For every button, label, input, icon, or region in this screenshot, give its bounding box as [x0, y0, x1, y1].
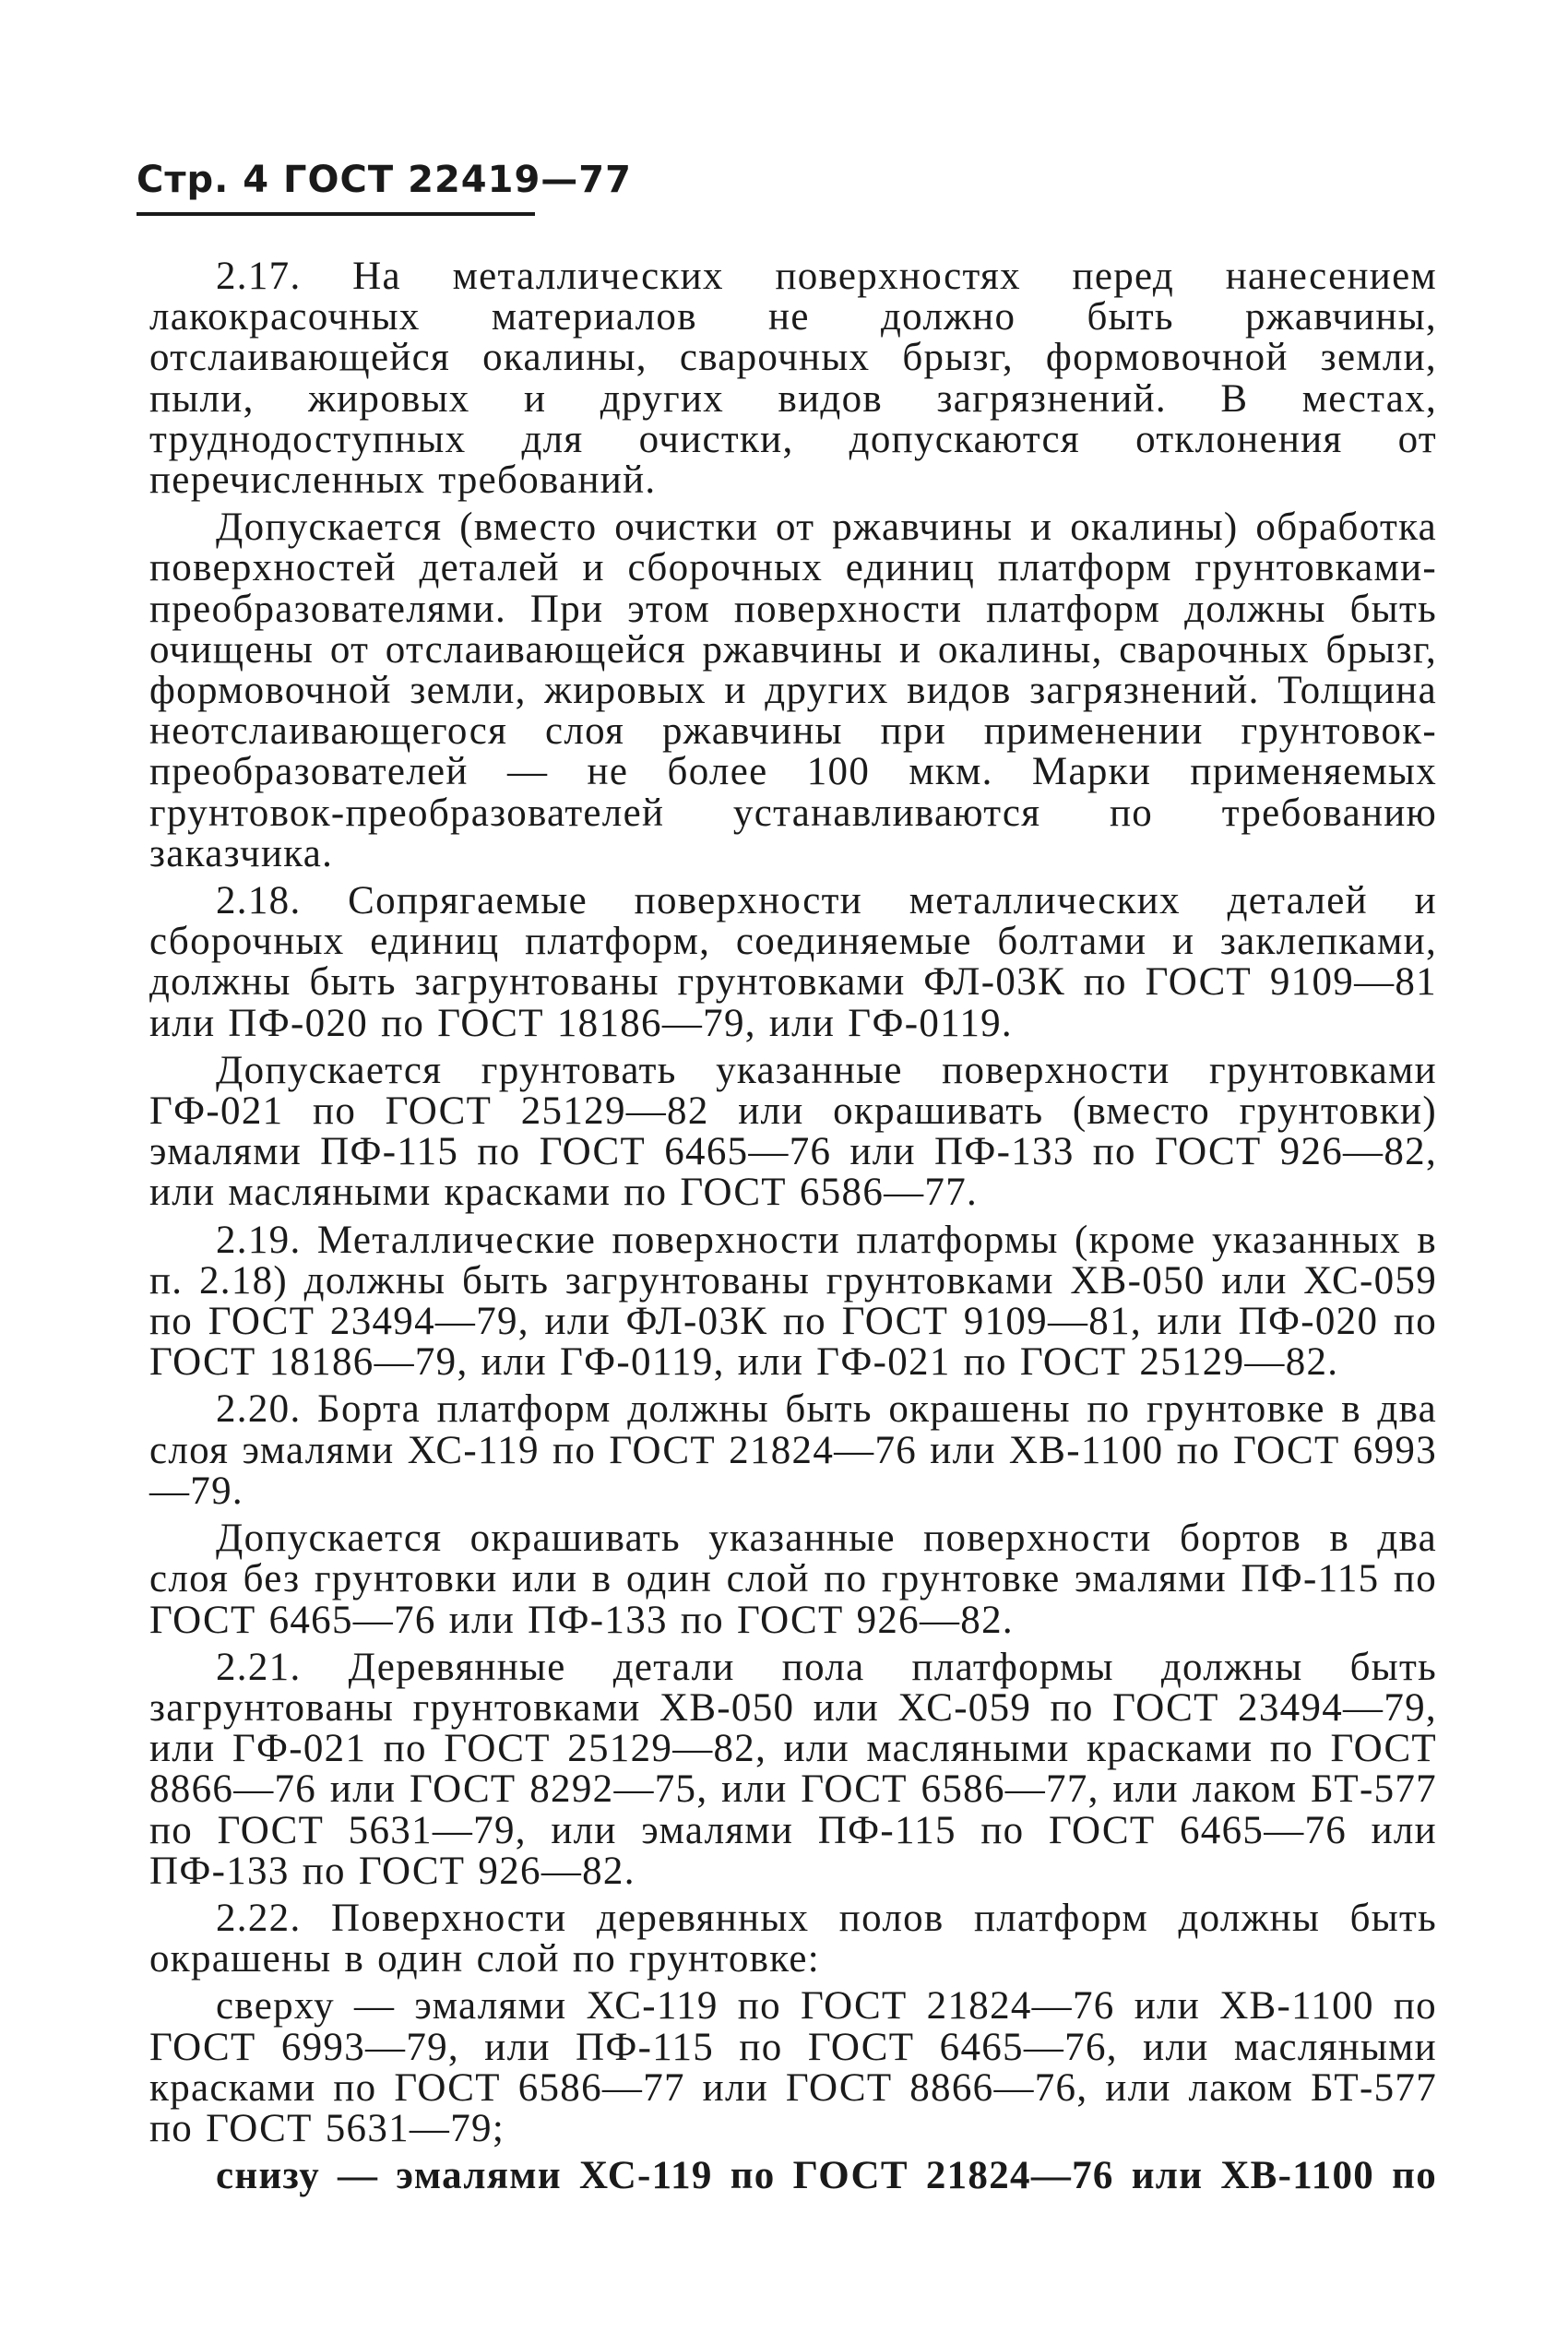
paragraph-2-18: 2.18. Сопрягаемые поверхности металлических деталей и сборочных единиц платформ, соединяемые болтами и заклепками, должны быть загрунтованы грунтовками ФЛ-03К по ГОСТ 9109—81 или ПФ-020 по ГОСТ 18186—79, или ГФ-0119.: [149, 879, 1437, 1045]
body-text: [149, 256, 1437, 2196]
paragraph-2-22-bottom: снизу — эмалями ХС-119 по ГОСТ 21824—76 или ХВ-1100 по: [216, 2154, 1437, 2198]
paragraph-2-20: 2.20. Борта платформ должны быть окрашены по грунтовке в два слоя эмалями ХС-119 по ГОСТ 21824—76 или ХВ-1100 по ГОСТ 6993—79.: [149, 1387, 1437, 1513]
page-header: Стр. 4 ГОСТ 22419—77: [137, 159, 632, 201]
paragraph-2-20-note: Допускается окрашивать указанные поверхности бортов в два слоя без грунтовки или в один слой по грунтовке эмалями ПФ-115 по ГОСТ 6465—76 или ПФ-133 по ГОСТ 926—82.: [149, 1517, 1437, 1642]
paragraph-2-19: 2.19. Металлические поверхности платформы (кроме указанных в п. 2.18) должны быть загрунтованы грунтовками ХВ-050 или ХС-059 по ГОСТ 23494—79, или ФЛ-03К по ГОСТ 9109—81, или ПФ-020 по ГОСТ 18186—79, или ГФ-0119, или ГФ-021 по ГОСТ 25129—82.: [149, 1218, 1437, 1385]
paragraph-2-22: 2.22. Поверхности деревянных полов платформ должны быть окрашены в один слой по грунтовке:: [149, 1896, 1437, 1981]
paragraph-2-17: 2.17. На металлических поверхностях перед нанесением лакокрасочных материалов не должно быть ржавчины, отслаивающейся окалины, сварочных брызг, формовочной земли, пыли, жировых и других видов загрязнений. В местах, труднодоступных для очистки, допускаются отклонения от перечисленных требований.: [149, 255, 1437, 503]
paragraph-2-18-note: Допускается грунтовать указанные поверхности грунтовками ГФ-021 по ГОСТ 25129—82 или окрашивать (вместо грунтовки) эмалями ПФ-115 по ГОСТ 6465—76 или ПФ-133 по ГОСТ 926—82, или масляными красками по ГОСТ 6586—77.: [149, 1048, 1437, 1215]
header-rule: [137, 212, 535, 216]
paragraph-2-21: 2.21. Деревянные детали пола платформы должны быть загрунтованы грунтовками ХВ-050 или ХС-059 по ГОСТ 23494—79, или ГФ-021 по ГОСТ 25129—82, или масляными красками по ГОСТ 8866—76 или ГОСТ 8292—75, или ГОСТ 6586—77, или лаком БТ-577 по ГОСТ 5631—79, или эмалями ПФ-115 по ГОСТ 6465—76 или ПФ-133 по ГОСТ 926—82.: [149, 1645, 1437, 1893]
paragraph-2-17-note: Допускается (вместо очистки от ржавчины и окалины) обработка поверхностей деталей и сборочных единиц платформ грунтовками-преобразователями. При этом поверхности платформ должны быть очищены от отслаивающейся ржавчины и окалины, сварочных брызг, формовочной земли, жировых и других видов загрязнений. Толщина неотслаивающегося слоя ржавчины при применении грунтовок-преобразователей — не более 100 мкм. Марки применяемых грунтовок-преобразователей устанавливаются по требованию заказчика.: [149, 506, 1437, 875]
paragraph-2-22-top: сверху — эмалями ХС-119 по ГОСТ 21824—76 или ХВ-1100 по ГОСТ 6993—79, или ПФ-115 по ГОСТ 6465—76, или масляными красками по ГОСТ 6586—77 или ГОСТ 8866—76, или лаком БТ-577 по ГОСТ 5631—79;: [149, 1984, 1437, 2150]
